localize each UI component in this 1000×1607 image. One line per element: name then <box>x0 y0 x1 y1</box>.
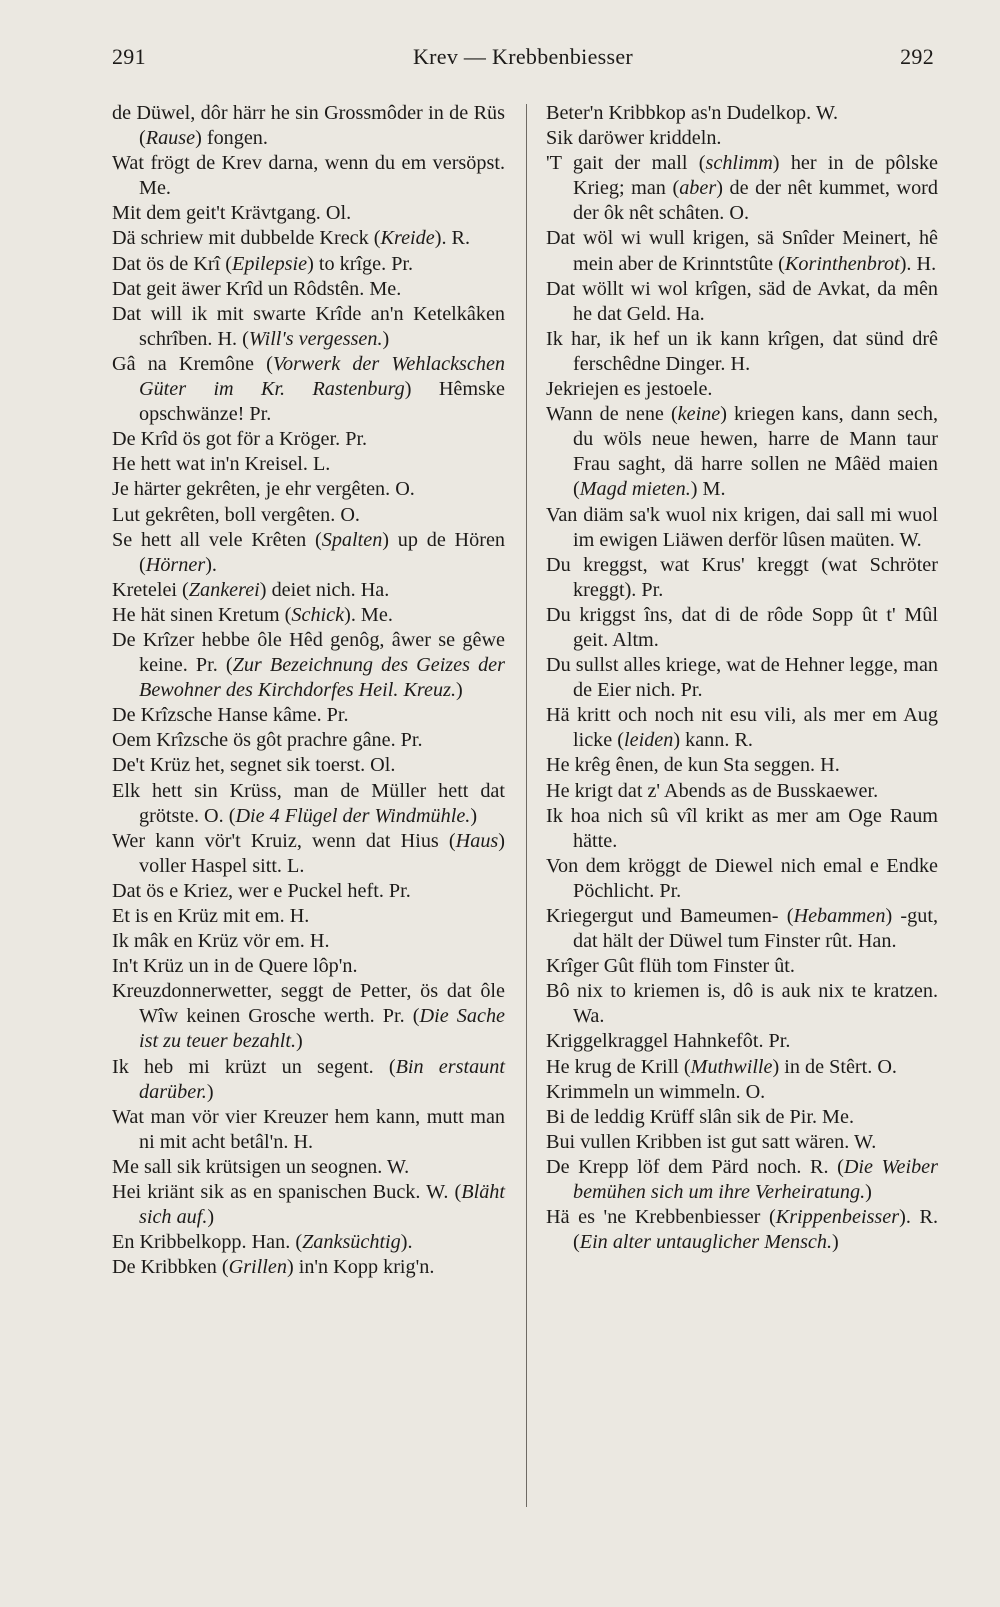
entry-text: Van diäm sa'k wuol nix krigen, dai sall mi wuol im ewigen Liäwen derför lûsen maüten. W. <box>546 503 938 551</box>
proverb-entry <box>112 753 505 778</box>
gloss-text: Vorwerk der Wehlackschen Güter im Kr. Rastenburg <box>139 352 505 401</box>
entry-text: Oem Krîzsche ös gôt prachre gâne. Pr. <box>112 729 423 752</box>
proverb-entry <box>546 1029 938 1054</box>
proverb-entry <box>112 201 505 226</box>
gloss-text: leiden <box>624 729 674 752</box>
entry-text: ) in de Stêrt. O. <box>772 1055 897 1078</box>
gloss-text: Rause <box>145 127 196 150</box>
proverb-entry <box>112 151 505 201</box>
proverb-entry <box>546 1205 938 1255</box>
page-number-left: 291 <box>112 44 146 69</box>
entry-text: Bô nix to kriemen is, dô is auk nix te kratzen. Wa. <box>546 980 938 1028</box>
entry-text: ). R. ( <box>573 1206 938 1254</box>
entry-text: Von dem kröggt de Diewel nich emal e Endke Pöchlicht. Pr. <box>546 854 938 902</box>
entry-text: Dä schriew mit dubbelde Kreck ( <box>112 227 381 250</box>
entry-text: ) <box>456 679 463 702</box>
entry-text: ) her in de pôlske Krieg; man ( <box>573 152 938 200</box>
entry-text: ) <box>382 327 390 350</box>
entry-text: De Krepp löf dem Pärd noch. R. ( <box>546 1155 844 1178</box>
proverb-entry <box>112 252 505 277</box>
gloss-text: Zanksüchtig <box>302 1231 401 1254</box>
entry-text: Ik har, ik hef un ik kann krîgen, dat sünd drê ferschêdne Dinger. H. <box>546 327 938 375</box>
entry-text: He krêg ênen, de kun Sta seggen. H. <box>546 754 840 777</box>
proverb-entry <box>112 101 505 151</box>
gloss-text: Grillen <box>228 1256 287 1279</box>
gloss-text: keine <box>677 403 721 426</box>
proverb-entry <box>112 226 505 251</box>
entry-text: Gâ na Kremône ( <box>112 352 273 375</box>
gloss-text: Bläht sich auf. <box>139 1181 505 1229</box>
entry-text: Dat wöllt wi wol krîgen, säd de Avkat, da mên he dat Geld. Ha. <box>546 277 938 325</box>
proverb-entry <box>546 804 938 854</box>
entry-text: En Kribbelkopp. Han. ( <box>112 1231 303 1254</box>
proverb-entry <box>112 929 505 954</box>
entry-text: Krimmeln un wimmeln. O. <box>546 1080 766 1103</box>
gloss-text: Bin erstaunt darüber. <box>139 1055 505 1103</box>
entry-text: Du kreggst, wat Krus' kreggt (wat Schröter kreggt). Pr. <box>546 553 938 601</box>
entry-text: Dat ös de Krî ( <box>112 252 232 275</box>
entry-text: ) <box>470 804 478 827</box>
proverb-entry <box>546 327 938 377</box>
entry-text: Dat wöl wi wull krigen, sä Snîder Meinert, hê mein aber de Krinntstûte ( <box>546 227 938 275</box>
entry-text: De Krîzer hebbe ôle Hêd genôg, âwer se gêwe keine. Pr. ( <box>112 628 505 677</box>
entry-text: Hä es 'ne Krebbenbiesser ( <box>546 1206 776 1229</box>
column-divider <box>526 104 527 1507</box>
proverb-entry <box>546 1080 938 1105</box>
entry-text: ) kriegen kans, dann sech, du wöls neue hewen, harre de Mann taur Frau saght, dä harre sollen ne Mâëd maien ( <box>573 403 938 501</box>
proverb-entry <box>112 1055 505 1105</box>
proverb-entry <box>546 653 938 703</box>
proverb-entry <box>112 904 505 929</box>
proverb-entry <box>112 528 505 578</box>
entry-text: Bui vullen Kribben ist gut satt wären. W. <box>546 1130 877 1153</box>
entry-text: Bi de leddig Krüff slân sik de Pir. Me. <box>546 1105 855 1128</box>
gloss-text: Haus <box>455 829 499 852</box>
entry-text: ). Me. <box>344 603 393 626</box>
proverb-entry <box>112 879 505 904</box>
entry-text: ) Hêmske opschwänze! Pr. <box>139 378 505 426</box>
proverb-entry <box>112 1155 505 1180</box>
entry-text: ) <box>207 1206 215 1229</box>
gloss-text: Ein alter untauglicher Mensch. <box>579 1231 833 1254</box>
proverb-entry <box>112 277 505 302</box>
entry-text: ) in'n Kopp krig'n. <box>286 1256 435 1279</box>
entry-text: De Kribbken ( <box>112 1256 229 1279</box>
proverb-entry <box>112 728 505 753</box>
proverb-entry <box>546 101 938 126</box>
entry-text: Kriggelkraggel Hahnkefôt. Pr. <box>546 1030 791 1053</box>
entry-text: Hä kritt och noch nit esu vili, als mer em Aug licke ( <box>546 704 938 752</box>
proverb-entry <box>546 854 938 904</box>
proverb-entry <box>546 1155 938 1205</box>
entry-text: Me sall sik krütsigen un seognen. W. <box>112 1155 410 1178</box>
gloss-text: aber <box>679 177 717 200</box>
entry-text: ). R. <box>434 227 471 250</box>
proverb-entry <box>112 954 505 979</box>
proverb-entry <box>112 703 505 728</box>
entry-text: Ik mâk en Krüz vör em. H. <box>112 930 330 953</box>
proverb-entry <box>546 503 938 553</box>
entry-text: ) to krîge. Pr. <box>307 252 414 275</box>
entry-text: Hei kriänt sik as en spanischen Buck. W. ( <box>112 1181 462 1204</box>
entry-text: ) <box>865 1181 872 1204</box>
gloss-text: Hörner <box>145 553 206 576</box>
entry-text: de Düwel, dôr härr he sin Grossmôder in de Rüs ( <box>112 102 505 150</box>
proverb-entry <box>112 477 505 502</box>
proverb-entry <box>112 1255 505 1280</box>
entry-text: Dat ös e Kriez, wer e Puckel heft. Pr. <box>112 879 411 902</box>
entry-text: ) fongen. <box>195 127 268 150</box>
entry-text: In't Krüz un in de Quere lôp'n. <box>112 955 358 978</box>
proverb-entry <box>546 603 938 653</box>
entry-text: 'T gait der mall ( <box>546 152 706 175</box>
entry-text: ) M. <box>690 478 726 501</box>
entry-text: He krigt dat z' Abends as de Busskaewer. <box>546 779 879 802</box>
gloss-text: Krippenbeisser <box>775 1206 900 1229</box>
entry-text: ). H. <box>899 252 937 275</box>
proverb-entry <box>546 753 938 778</box>
proverb-entry <box>546 703 938 753</box>
proverb-entry <box>546 377 938 402</box>
entry-text: Wann de nene ( <box>546 403 678 426</box>
entry-text: Kriegergut und Bameumen- ( <box>546 905 794 927</box>
proverb-entry <box>112 628 505 703</box>
entry-text: Mit dem geit't Krävtgang. Ol. <box>112 202 352 225</box>
entry-text: Sik daröwer kriddeln. <box>546 127 722 150</box>
entry-text: Du kriggst îns, dat di de rôde Sopp ût t' Mûl geit. Altm. <box>546 603 938 651</box>
entry-text: Et is en Krüz mit em. H. <box>112 905 310 927</box>
entry-text: Wat frögt de Krev darna, wenn du em versöpst. Me. <box>112 152 505 200</box>
entry-text: Dat geit äwer Krîd un Rôdstên. Me. <box>112 277 402 300</box>
entry-text: De Krîzsche Hanse kâme. Pr. <box>112 704 349 727</box>
entry-text: ) up de Hören ( <box>139 528 506 576</box>
entry-text: He krug de Krill ( <box>546 1055 691 1078</box>
gloss-text: Die Sache ist zu teuer bezahlt. <box>139 1005 505 1053</box>
gloss-text: Epilepsie <box>231 252 308 275</box>
entry-text: Wat man vör vier Kreuzer hem kann, mutt man ni mit acht betâl'n. H. <box>112 1105 505 1153</box>
entry-text: ) voller Haspel sitt. L. <box>139 829 505 877</box>
gloss-text: Korinthenbrot <box>784 252 900 275</box>
proverb-entry <box>546 126 938 151</box>
entry-text: ) de der nêt kummet, word der ôk nêt schâten. O. <box>573 177 938 225</box>
gloss-text: Will's vergessen. <box>248 327 383 350</box>
proverb-entry <box>112 829 505 879</box>
entry-text: Wer kann vör't Kruiz, wenn dat Hius ( <box>112 829 456 852</box>
entry-text: ) <box>296 1030 303 1053</box>
gloss-text: Die 4 Flügel der Windmühle. <box>235 804 471 827</box>
entry-text: Beter'n Kribbkop as'n Dudelkop. W. <box>546 102 839 124</box>
proverb-entry <box>546 904 938 954</box>
entry-text: Jekriejen es jestoele. <box>546 378 713 401</box>
page-number-right: 292 <box>900 44 934 69</box>
entry-text: ) deiet nich. Ha. <box>259 578 390 601</box>
entry-text: ). <box>205 553 217 576</box>
page-header <box>112 44 934 84</box>
proverb-entry <box>112 427 505 452</box>
entry-text: Kreuzdonnerwetter, seggt de Petter, ös dat ôle Wîw keinen Grosche werth. Pr. ( <box>112 980 505 1028</box>
entry-text: Elk hett sin Krüss, man de Müller hett dat grötste. O. ( <box>112 779 505 827</box>
gloss-text: Magd mieten. <box>579 478 691 501</box>
proverb-entry <box>546 402 938 502</box>
proverb-entry <box>546 1055 938 1080</box>
entry-text: ) kann. R. <box>673 729 753 752</box>
entry-text: Se hett all vele Krêten ( <box>112 528 322 551</box>
entry-text: Dat will ik mit swarte Krîde an'n Ketelkâken schrîben. H. ( <box>112 302 505 350</box>
entry-text: Kretelei ( <box>112 578 189 601</box>
running-title: Krev — Krebbenbiesser <box>412 44 634 69</box>
right-column <box>546 101 938 1255</box>
entry-text: He hett wat in'n Kreisel. L. <box>112 453 331 476</box>
proverb-entry <box>112 779 505 829</box>
entry-text: ) <box>832 1231 839 1254</box>
entry-text: Ik hoa nich sû vîl krikt as mer am Oge Raum hätte. <box>546 804 938 852</box>
gloss-text: Kreide <box>380 227 435 250</box>
entry-text: ). <box>400 1231 413 1254</box>
gloss-text: Zankerei <box>188 578 260 601</box>
proverb-entry <box>112 503 505 528</box>
entry-text: ) <box>206 1080 214 1103</box>
entry-text: Lut gekrêten, boll vergêten. O. <box>112 503 360 526</box>
proverb-entry <box>546 277 938 327</box>
entry-text: De Krîd ös got för a Kröger. Pr. <box>112 428 368 451</box>
entry-text: Je härter gekrêten, je ehr vergêten. O. <box>112 478 415 501</box>
entry-text: Ik heb mi krüzt un segent. ( <box>112 1055 396 1078</box>
proverb-entry <box>546 1105 938 1130</box>
entry-text: He hät sinen Kretum ( <box>112 603 292 626</box>
proverb-entry <box>546 1130 938 1155</box>
proverb-entry <box>546 226 938 276</box>
proverb-entry <box>546 553 938 603</box>
gloss-text: Hebammen <box>793 905 886 927</box>
proverb-entry <box>112 1230 505 1255</box>
entry-text: Du sullst alles kriege, wat de Hehner legge, man de Eier nich. Pr. <box>546 654 938 702</box>
gloss-text: Die Weiber bemühen sich um ihre Verheiratung. <box>573 1155 938 1204</box>
entry-text: Krîger Gût flüh tom Finster ût. <box>546 955 795 978</box>
left-column <box>112 101 505 1280</box>
gloss-text: Schick <box>291 603 345 626</box>
proverb-entry <box>112 452 505 477</box>
proverb-entry <box>112 302 505 352</box>
proverb-entry <box>546 151 938 226</box>
gloss-text: Muthwille <box>690 1055 773 1078</box>
proverb-entry <box>546 979 938 1029</box>
entry-text: ) -gut, dat hält der Düwel tum Finster rût. Han. <box>573 905 938 953</box>
proverb-entry <box>112 1180 505 1230</box>
gloss-text: Spalten <box>321 528 383 551</box>
proverb-entry <box>546 779 938 804</box>
gloss-text: schlimm <box>705 152 773 175</box>
proverb-entry <box>112 1105 505 1155</box>
entry-text: De't Krüz het, segnet sik toerst. Ol. <box>112 754 396 777</box>
proverb-entry <box>112 578 505 603</box>
proverb-entry <box>112 979 505 1054</box>
gloss-text: Zur Bezeichnung des Geizes der Bewohner des Kirchdorfes Heil. Kreuz. <box>139 654 505 702</box>
proverb-entry <box>112 352 505 427</box>
proverb-entry <box>112 603 505 628</box>
proverb-entry <box>546 954 938 979</box>
